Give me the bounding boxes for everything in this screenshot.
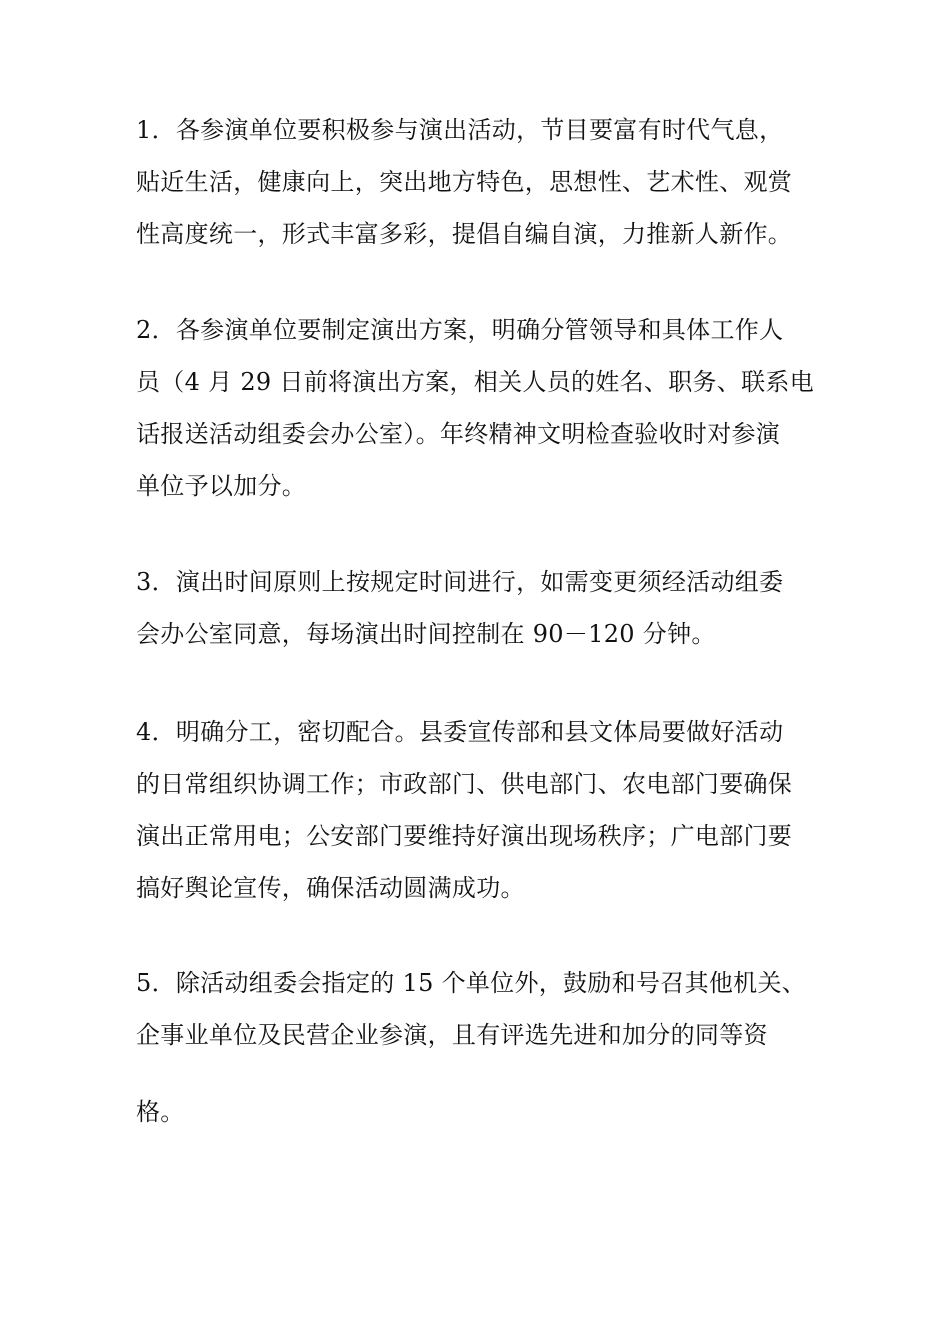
paragraph-line: 4．明确分工，密切配合。县委宣传部和县文体局要做好活动 bbox=[136, 718, 784, 746]
paragraph-line: 5．除活动组委会指定的 15 个单位外，鼓励和号召其他机关、 bbox=[136, 969, 807, 997]
paragraph-line: 贴近生活，健康向上，突出地方特色，思想性、艺术性、观赏 bbox=[136, 168, 793, 196]
paragraph-line: 话报送活动组委会办公室）。年终精神文明检查验收时对参演 bbox=[136, 420, 781, 448]
paragraph-line: 2．各参演单位要制定演出方案，明确分管领导和具体工作人 bbox=[136, 316, 784, 344]
paragraph-3 bbox=[136, 556, 836, 660]
paragraph-line: 3．演出时间原则上按规定时间进行，如需变更须经活动组委 bbox=[136, 568, 784, 596]
paragraph-line: 员（4 月 29 日前将演出方案，相关人员的姓名、职务、联系电 bbox=[136, 368, 814, 396]
paragraph-line: 企事业单位及民营企业参演，且有评选先进和加分的同等资 bbox=[136, 1021, 768, 1049]
paragraph-2 bbox=[136, 304, 836, 512]
paragraph-4 bbox=[136, 706, 836, 914]
paragraph-line: 性高度统一，形式丰富多彩，提倡自编自演，力推新人新作。 bbox=[136, 220, 793, 248]
paragraph-5-tail bbox=[136, 1086, 836, 1138]
paragraph-line: 搞好舆论宣传，确保活动圆满成功。 bbox=[136, 874, 525, 902]
paragraph-line: 格。 bbox=[136, 1098, 185, 1126]
paragraph-line: 会办公室同意，每场演出时间控制在 90－120 分钟。 bbox=[136, 620, 716, 648]
paragraph-line: 单位予以加分。 bbox=[136, 472, 307, 500]
paragraph-line: 1．各参演单位要积极参与演出活动，节目要富有时代气息， bbox=[136, 116, 784, 144]
paragraph-5 bbox=[136, 957, 836, 1061]
paragraph-line: 的日常组织协调工作；市政部门、供电部门、农电部门要确保 bbox=[136, 770, 793, 798]
paragraph-line: 演出正常用电；公安部门要维持好演出现场秩序；广电部门要 bbox=[136, 822, 793, 850]
paragraph-1 bbox=[136, 104, 836, 260]
